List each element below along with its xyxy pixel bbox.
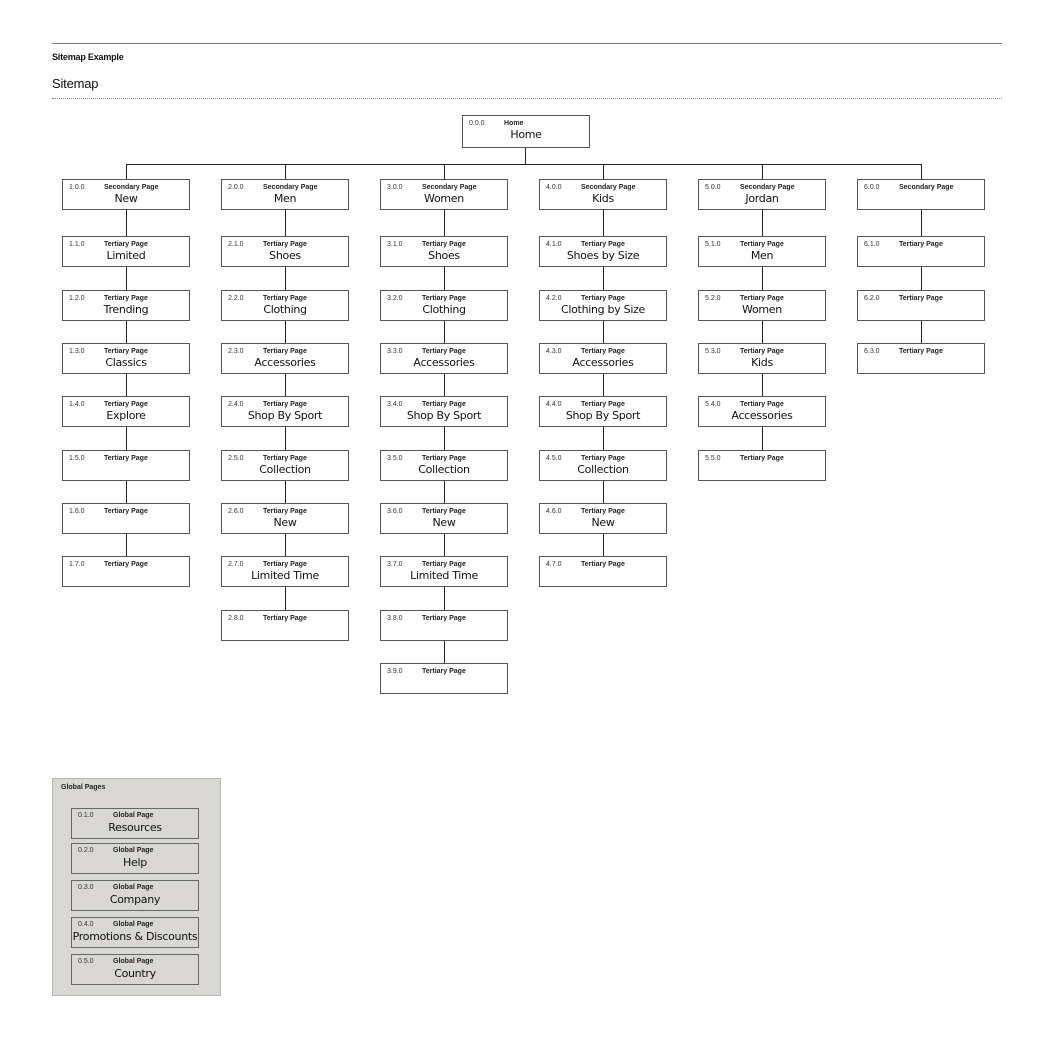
tertiary-page-node[interactable] [62,450,190,481]
node-label: Company [109,893,161,906]
secondary-page-node[interactable] [62,179,190,210]
global-page-node[interactable] [71,843,199,874]
tertiary-page-node[interactable] [539,290,667,321]
tertiary-page-node[interactable] [62,503,190,534]
connector-drop [762,164,763,179]
node-type: Tertiary Page [740,401,784,408]
node-type: Tertiary Page [899,295,943,302]
tertiary-page-node[interactable] [221,450,349,481]
tertiary-page-node[interactable] [62,343,190,374]
connector-vertical [444,210,445,236]
node-number: 4.7.0 [546,561,562,568]
node-label: Explore [106,409,146,422]
dotted-divider [52,98,1002,99]
node-number: 4.1.0 [546,241,562,248]
tertiary-page-node[interactable] [539,343,667,374]
tertiary-page-node[interactable] [380,236,508,267]
tertiary-page-node[interactable] [857,343,985,374]
node-type: Tertiary Page [581,561,625,568]
node-label: Men [750,249,774,262]
node-type: Tertiary Page [104,401,148,408]
node-number: 5.1.0 [705,241,721,248]
connector-vertical [921,267,922,290]
node-number: 5.5.0 [705,455,721,462]
tertiary-page-node[interactable] [380,610,508,641]
node-type: Tertiary Page [422,401,466,408]
node-type: Global Page [113,812,154,819]
tertiary-page-node[interactable] [539,556,667,587]
node-number: 5.4.0 [705,401,721,408]
tertiary-page-node[interactable] [380,663,508,694]
node-number: 5.2.0 [705,295,721,302]
connector-drop [921,164,922,179]
node-type: Tertiary Page [104,455,148,462]
node-number: 6.0.0 [864,184,880,191]
global-pages-panel [52,778,221,996]
secondary-page-node[interactable] [221,179,349,210]
node-number: 3.5.0 [387,455,403,462]
node-number: 1.5.0 [69,455,85,462]
tertiary-page-node[interactable] [857,236,985,267]
node-type: Secondary Page [422,184,477,191]
tertiary-page-node[interactable] [380,450,508,481]
node-number: 0.3.0 [78,884,94,891]
node-type: Tertiary Page [899,241,943,248]
connector-vertical [444,587,445,610]
connector-vertical [762,374,763,396]
node-label: Clothing [263,303,307,316]
tertiary-page-node[interactable] [380,343,508,374]
node-label: Clothing [422,303,466,316]
node-label: Kids [592,192,614,205]
node-label: Women [742,303,782,316]
node-number: 0.2.0 [78,847,94,854]
tertiary-page-node[interactable] [62,236,190,267]
tertiary-page-node[interactable] [380,396,508,427]
node-number: 3.4.0 [387,401,403,408]
node-number: 2.1.0 [228,241,244,248]
connector-vertical [603,210,604,236]
tertiary-page-node[interactable] [62,396,190,427]
connector-vertical [762,321,763,343]
node-type: Tertiary Page [422,455,466,462]
node-number: 2.8.0 [228,615,244,622]
connector-vertical [444,321,445,343]
node-type: Tertiary Page [263,241,307,248]
node-number: 3.8.0 [387,615,403,622]
node-type: Tertiary Page [740,241,784,248]
connector-vertical [285,481,286,503]
node-label: Limited Time [410,569,478,582]
node-number: 2.2.0 [228,295,244,302]
global-page-node[interactable] [71,808,199,839]
connector-vertical [126,267,127,290]
node-number: 4.6.0 [546,508,562,515]
node-type: Tertiary Page [263,401,307,408]
tertiary-page-node[interactable] [221,503,349,534]
node-type: Tertiary Page [740,295,784,302]
node-type: Tertiary Page [263,561,307,568]
node-number: 2.4.0 [228,401,244,408]
tertiary-page-node[interactable] [539,450,667,481]
node-number: 3.2.0 [387,295,403,302]
connector-vertical [126,374,127,396]
node-type: Tertiary Page [422,561,466,568]
connector-vertical [285,374,286,396]
node-type: Tertiary Page [899,348,943,355]
tertiary-page-node[interactable] [539,236,667,267]
node-label: Shop By Sport [247,409,323,422]
tertiary-page-node[interactable] [698,343,826,374]
node-number: 1.2.0 [69,295,85,302]
node-label: Promotions & Discounts [72,930,198,943]
node-type: Global Page [113,847,154,854]
node-label: Shop By Sport [565,409,641,422]
tertiary-page-node[interactable] [221,396,349,427]
tertiary-page-node[interactable] [62,556,190,587]
node-type: Global Page [113,884,154,891]
node-number: 0.1.0 [78,812,94,819]
node-number: 6.3.0 [864,348,880,355]
node-type: Tertiary Page [740,348,784,355]
node-type: Secondary Page [899,184,954,191]
node-type: Tertiary Page [422,615,466,622]
node-label: Resources [108,821,162,834]
node-label: Collection [577,463,629,476]
global-pages-title: Global Pages [61,784,106,791]
node-type: Tertiary Page [104,241,148,248]
connector-drop [285,164,286,179]
node-type: Secondary Page [104,184,159,191]
node-number: 6.1.0 [864,241,880,248]
node-label: Shoes [269,249,301,262]
node-label: Accessories [254,356,316,369]
node-type: Tertiary Page [104,561,148,568]
global-page-node[interactable] [71,880,199,911]
page-title: Sitemap [52,76,99,91]
connector-bus [126,164,922,165]
connector-vertical [285,267,286,290]
connector-drop [603,164,604,179]
node-type: Tertiary Page [263,615,307,622]
top-divider [52,43,1002,44]
node-type: Global Page [113,921,154,928]
node-label: Trending [103,303,149,316]
node-number: 1.7.0 [69,561,85,568]
connector-vertical [285,427,286,450]
node-label: Accessories [413,356,475,369]
node-number: 5.0.0 [705,184,721,191]
tertiary-page-node[interactable] [698,450,826,481]
node-number: 1.1.0 [69,241,85,248]
connector-vertical [444,374,445,396]
node-label: Accessories [572,356,634,369]
node-type: Secondary Page [581,184,636,191]
node-type: Tertiary Page [263,455,307,462]
tertiary-page-node[interactable] [221,343,349,374]
node-type: Home [504,120,524,127]
node-number: 0.0.0 [469,120,485,127]
node-label: Country [114,967,156,980]
tertiary-page-node[interactable] [380,290,508,321]
connector-vertical [126,427,127,450]
node-number: 3.0.0 [387,184,403,191]
node-type: Tertiary Page [581,508,625,515]
tertiary-page-node[interactable] [221,236,349,267]
tertiary-page-node[interactable] [221,290,349,321]
node-type: Tertiary Page [422,295,466,302]
connector-vertical [285,210,286,236]
node-number: 4.5.0 [546,455,562,462]
node-type: Tertiary Page [422,668,466,675]
connector-vertical [603,321,604,343]
node-number: 0.5.0 [78,958,94,965]
node-type: Tertiary Page [581,295,625,302]
connector-vertical [603,481,604,503]
connector-vertical [285,534,286,556]
node-label: Limited [106,249,146,262]
node-label: Women [424,192,464,205]
tertiary-page-node[interactable] [380,556,508,587]
node-number: 1.4.0 [69,401,85,408]
connector-vertical [762,267,763,290]
node-number: 3.6.0 [387,508,403,515]
node-number: 4.3.0 [546,348,562,355]
node-number: 1.6.0 [69,508,85,515]
secondary-page-node[interactable] [539,179,667,210]
node-type: Tertiary Page [581,348,625,355]
node-label: Limited Time [251,569,319,582]
connector-vertical [444,267,445,290]
node-type: Secondary Page [740,184,795,191]
node-type: Tertiary Page [422,508,466,515]
node-label: Help [123,856,147,869]
node-label: Classics [105,356,147,369]
connector-vertical [444,427,445,450]
node-label: Shoes [428,249,460,262]
node-type: Tertiary Page [581,455,625,462]
node-number: 1.3.0 [69,348,85,355]
node-number: 3.3.0 [387,348,403,355]
node-label: Home [510,128,542,141]
node-type: Tertiary Page [104,508,148,515]
secondary-page-node[interactable] [698,179,826,210]
node-type: Tertiary Page [104,348,148,355]
node-number: 2.7.0 [228,561,244,568]
connector-vertical [126,481,127,503]
global-page-node[interactable] [71,954,199,985]
node-type: Secondary Page [263,184,318,191]
home-node[interactable] [462,115,590,148]
node-label: Clothing by Size [560,303,646,316]
node-type: Global Page [113,958,154,965]
connector-vertical [444,534,445,556]
node-label: Collection [418,463,470,476]
node-number: 5.3.0 [705,348,721,355]
document-title: Sitemap Example [52,52,124,62]
node-number: 4.4.0 [546,401,562,408]
node-label: Shoes by Size [566,249,640,262]
connector-vertical [921,321,922,343]
node-label: New [432,516,456,529]
connector-drop [444,164,445,179]
connector-vertical [126,534,127,556]
node-number: 1.0.0 [69,184,85,191]
tertiary-page-node[interactable] [539,396,667,427]
connector-vertical [603,374,604,396]
connector-drop [126,164,127,179]
node-label: Accessories [731,409,793,422]
tertiary-page-node[interactable] [221,556,349,587]
secondary-page-node[interactable] [857,179,985,210]
connector-vertical [603,427,604,450]
node-type: Tertiary Page [422,241,466,248]
node-type: Tertiary Page [263,508,307,515]
node-number: 6.2.0 [864,295,880,302]
tertiary-page-node[interactable] [857,290,985,321]
node-type: Tertiary Page [263,348,307,355]
node-number: 3.9.0 [387,668,403,675]
node-label: Jordan [745,192,779,205]
tertiary-page-node[interactable] [221,610,349,641]
node-number: 4.2.0 [546,295,562,302]
connector-vertical [285,587,286,610]
node-label: Men [273,192,297,205]
connector-vertical [285,321,286,343]
node-label: New [114,192,138,205]
tertiary-page-node[interactable] [380,503,508,534]
connector-home-stem [525,148,526,164]
connector-vertical [126,321,127,343]
connector-vertical [762,210,763,236]
connector-vertical [126,210,127,236]
connector-vertical [444,641,445,663]
connector-vertical [921,210,922,236]
node-number: 4.0.0 [546,184,562,191]
node-label: New [591,516,615,529]
connector-vertical [603,267,604,290]
tertiary-page-node[interactable] [539,503,667,534]
node-label: Kids [751,356,773,369]
connector-vertical [762,427,763,450]
tertiary-page-node[interactable] [62,290,190,321]
node-label: New [273,516,297,529]
node-type: Tertiary Page [581,401,625,408]
node-number: 2.3.0 [228,348,244,355]
node-label: Collection [259,463,311,476]
node-label: Shop By Sport [406,409,482,422]
secondary-page-node[interactable] [380,179,508,210]
node-type: Tertiary Page [740,455,784,462]
tertiary-page-node[interactable] [698,236,826,267]
node-number: 3.1.0 [387,241,403,248]
node-type: Tertiary Page [581,241,625,248]
node-number: 3.7.0 [387,561,403,568]
connector-vertical [444,481,445,503]
tertiary-page-node[interactable] [698,290,826,321]
node-type: Tertiary Page [104,295,148,302]
node-number: 2.5.0 [228,455,244,462]
node-number: 0.4.0 [78,921,94,928]
connector-vertical [603,534,604,556]
global-page-node[interactable] [71,917,199,948]
node-type: Tertiary Page [263,295,307,302]
node-type: Tertiary Page [422,348,466,355]
node-number: 2.6.0 [228,508,244,515]
tertiary-page-node[interactable] [698,396,826,427]
node-number: 2.0.0 [228,184,244,191]
